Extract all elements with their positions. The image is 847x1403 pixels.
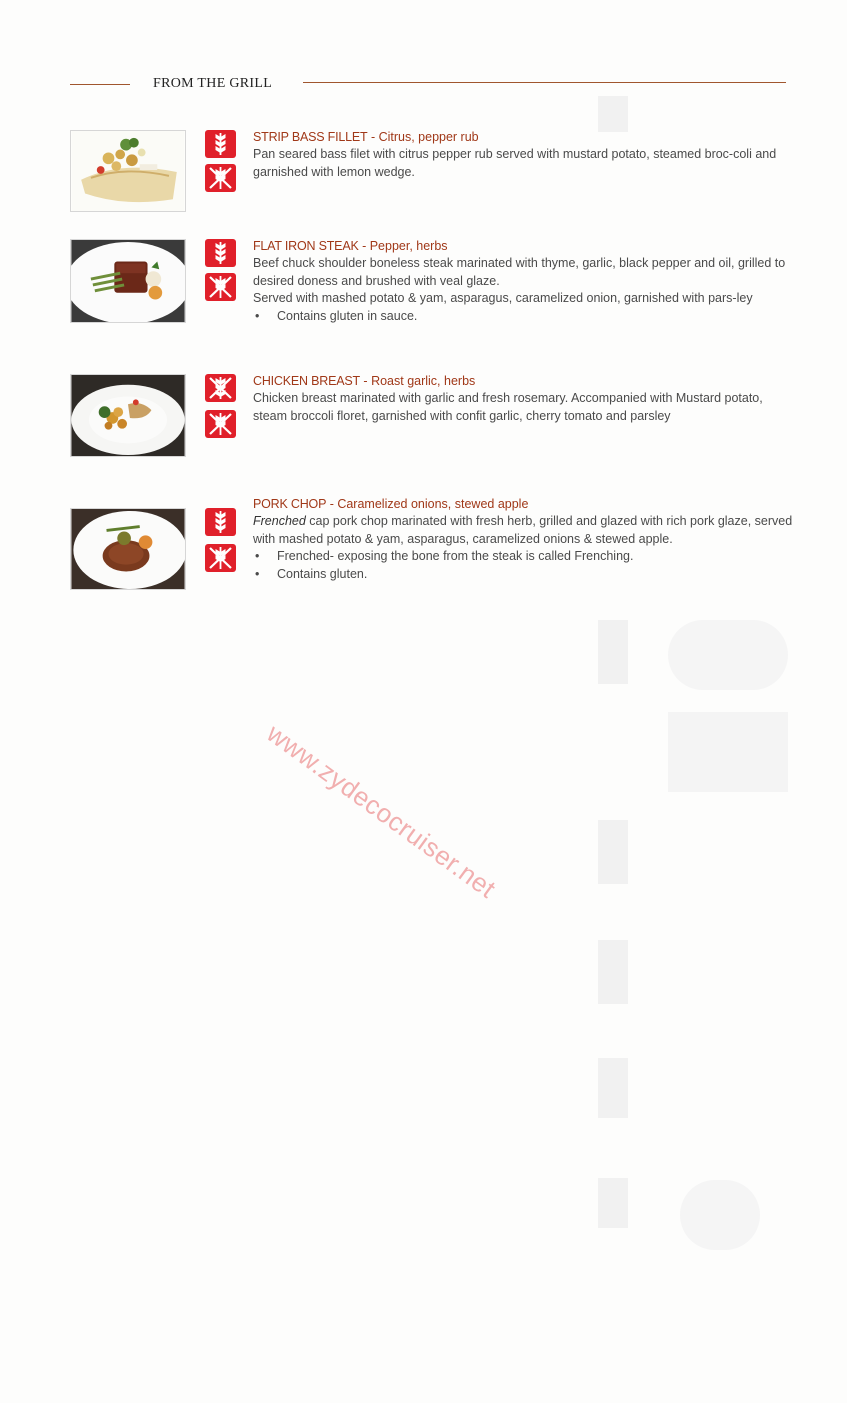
- dish-subtitle: Citrus, pepper rub: [378, 130, 479, 144]
- contains-wheat-icon: [205, 508, 236, 536]
- bleed-through: [598, 96, 628, 132]
- dish-notes: [253, 548, 793, 583]
- dish-name: STRIP BASS FILLET: [253, 130, 368, 144]
- dish-description-2: Served with mashed potato & yam, asparagus, caramelized onion, garnished with pars-ley: [253, 291, 753, 305]
- description-lead: Frenched: [253, 514, 306, 528]
- bleed-through: [598, 620, 628, 684]
- dish-photo: [70, 374, 186, 457]
- note-text: Contains gluten.: [277, 566, 368, 581]
- no-dairy-icon: [205, 544, 236, 572]
- bleed-through: [598, 1178, 628, 1228]
- no-dairy-icon: [205, 410, 236, 438]
- note-text: Contains gluten in sauce.: [277, 308, 418, 323]
- title-separator: -: [358, 239, 370, 253]
- dish-description: [253, 513, 793, 548]
- dish-photo: [70, 239, 186, 323]
- dish-description: Beef chuck shoulder boneless steak marinated with thyme, garlic, black pepper and oil, grilled to desired doness and brushed with veal glaze.: [253, 256, 786, 288]
- dish-subtitle: Roast garlic, herbs: [371, 374, 476, 388]
- note-item: [253, 566, 793, 584]
- bleed-through: [668, 712, 788, 792]
- dish-text: [253, 496, 793, 583]
- bleed-through: [598, 820, 628, 884]
- dish-notes: [253, 308, 793, 326]
- dish-title: [253, 129, 793, 146]
- title-separator: -: [359, 374, 372, 388]
- dish-subtitle: Caramelized onions, stewed apple: [337, 497, 529, 511]
- dish-name: CHICKEN BREAST: [253, 374, 360, 388]
- note-text: Frenched- exposing the bone from the steak is called Frenching.: [277, 549, 634, 563]
- description-body: cap pork chop marinated with fresh herb, grilled and glazed with rich pork glaze, served with mashed potato & yam, asparagus, caramelized onions & stewed apple.: [253, 514, 793, 546]
- no-dairy-icon: [205, 273, 236, 301]
- dish-name: FLAT IRON STEAK: [253, 239, 359, 253]
- dish-description: Pan seared bass filet with citrus pepper rub served with mustard potato, steamed broc-coli and garnished with lemon wedge.: [253, 147, 777, 179]
- section-header: [70, 72, 786, 100]
- dish-title: [253, 496, 793, 513]
- note-item: [253, 308, 793, 326]
- header-rule-left: [70, 84, 130, 85]
- section-title: FROM THE GRILL: [153, 76, 273, 91]
- title-separator: -: [326, 497, 338, 511]
- dish-photo: [70, 508, 186, 590]
- contains-wheat-icon: [205, 239, 236, 267]
- bleed-through: [598, 940, 628, 1004]
- dish-title: [253, 373, 793, 390]
- watermark: www.zydecocruiser.net: [261, 717, 502, 904]
- no-dairy-icon: [205, 164, 236, 192]
- dish-subtitle: Pepper, herbs: [369, 239, 448, 253]
- note-item: [253, 548, 793, 566]
- dish-title: [253, 238, 793, 255]
- dish-photo: [70, 130, 186, 212]
- header-rule-right: [303, 82, 786, 83]
- title-separator: -: [367, 130, 379, 144]
- dish-text: [253, 373, 793, 425]
- contains-wheat-icon: [205, 130, 236, 158]
- dish-description: Chicken breast marinated with garlic and fresh rosemary. Accompanied with Mustard potato, steam broccoli floret, garnished with confit garlic, cherry tomato and parsley: [253, 391, 763, 423]
- dish-text: [253, 129, 793, 181]
- bleed-through: [668, 620, 788, 690]
- bleed-through: [680, 1180, 760, 1250]
- bullet-glyph: •: [255, 308, 260, 323]
- bullet-glyph: •: [255, 566, 260, 581]
- no-wheat-icon: [205, 374, 236, 402]
- dish-name: PORK CHOP: [253, 497, 327, 511]
- bullet-glyph: •: [255, 549, 260, 563]
- dish-text: [253, 238, 793, 325]
- bleed-through: [598, 1058, 628, 1118]
